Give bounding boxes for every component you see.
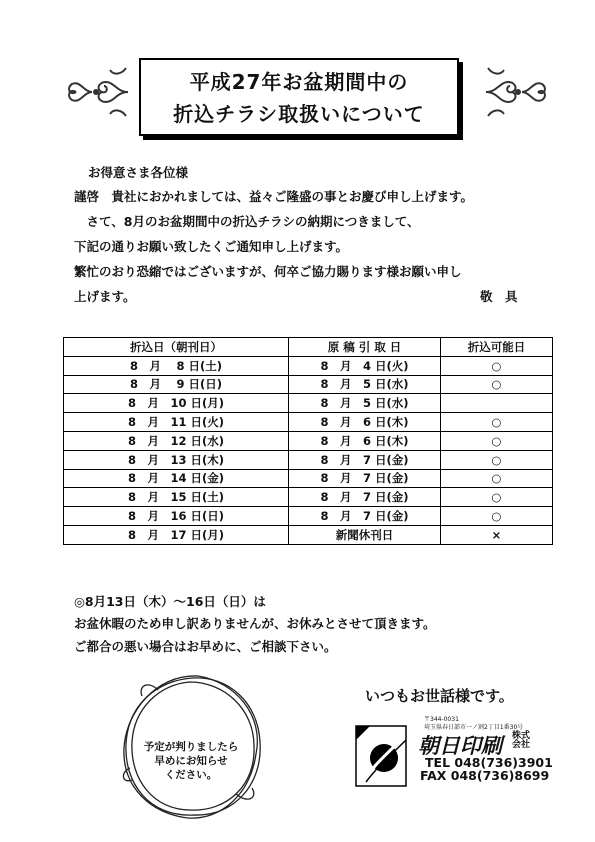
available-cell: ○ [440, 507, 552, 526]
company-suffix-bottom: 会社 [512, 740, 531, 750]
greeting-line-2: さて、8月のお盆期間中の折込チラシの納期につきまして、 [74, 214, 420, 229]
available-cell: ○ [440, 450, 552, 469]
company-tel: TEL 048(736)3901 [425, 755, 553, 770]
table-row [64, 375, 553, 394]
title-line-1: 平成27年お盆期間中の [189, 70, 409, 94]
insert-date-cell: 8 月 12 日(水) [64, 431, 289, 450]
bubble-text [136, 740, 246, 782]
insert-date-cell: 8 月 10 日(月) [64, 394, 289, 413]
table-row [64, 507, 553, 526]
company-suffix [512, 732, 530, 750]
title-box [139, 58, 459, 136]
schedule-table [63, 337, 553, 545]
header-available: 折込可能日 [440, 338, 552, 357]
pickup-date-cell: 8 月 7 日(金) [289, 507, 441, 526]
available-cell: ○ [440, 413, 552, 432]
pickup-date-cell: 8 月 5 日(水) [289, 394, 441, 413]
table-row [64, 488, 553, 507]
insert-date-cell: 8 月 8 日(土) [64, 356, 289, 375]
closing: 敬 具 [480, 289, 518, 304]
available-cell: ○ [440, 375, 552, 394]
table-header-row [64, 338, 553, 357]
available-cell: × [440, 525, 552, 544]
thanks-message: いつもお世話様です。 [365, 687, 514, 705]
available-cell [440, 394, 552, 413]
company-address: 埼玉県春日部市一ノ割2丁目1番30号 [424, 724, 524, 731]
greeting-line-3: 下記の通りお願い致したくご通知申し上げます。 [74, 239, 349, 254]
table-row [64, 525, 553, 544]
pickup-date-cell: 8 月 7 日(金) [289, 488, 441, 507]
insert-date-cell: 8 月 16 日(日) [64, 507, 289, 526]
pickup-date-cell: 8 月 5 日(水) [289, 375, 441, 394]
bubble-line-3: ください。 [164, 769, 218, 781]
insert-date-cell: 8 月 17 日(月) [64, 525, 289, 544]
available-cell: ○ [440, 356, 552, 375]
greeting-line-5: 上げます。 [74, 289, 136, 304]
pickup-date-cell: 8 月 7 日(金) [289, 469, 441, 488]
company-logo-icon [350, 722, 410, 790]
insert-date-cell: 8 月 13 日(木) [64, 450, 289, 469]
left-ornament-icon [62, 62, 132, 122]
table-row [64, 413, 553, 432]
insert-date-cell: 8 月 15 日(土) [64, 488, 289, 507]
available-cell: ○ [440, 431, 552, 450]
header-insert-date: 折込日（朝刊日） [64, 338, 289, 357]
company-name: 朝日印刷 [418, 734, 502, 758]
notice-line-1: ◎8月13日（木）～16日（日）は [74, 594, 266, 609]
notice-line-2: お盆休暇のため申し訳ありませんが、お休みとさせて頂きます。 [74, 616, 436, 631]
table-row [64, 431, 553, 450]
pickup-date-cell: 8 月 4 日(火) [289, 356, 441, 375]
pickup-date-cell: 8 月 6 日(木) [289, 431, 441, 450]
company-suffix-top: 株式 [512, 731, 531, 741]
company-fax: FAX 048(736)8699 [420, 768, 550, 783]
header-pickup-date: 原 稿 引 取 日 [289, 338, 441, 357]
addressee: お得意さま各位様 [88, 165, 189, 180]
pickup-date-cell: 8 月 7 日(金) [289, 450, 441, 469]
table-row [64, 356, 553, 375]
insert-date-cell: 8 月 14 日(金) [64, 469, 289, 488]
table-row [64, 394, 553, 413]
greeting-line-1: 謹啓 貴社におかれましては、益々ご隆盛の事とお慶び申し上げます。 [74, 189, 474, 204]
right-ornament-icon [482, 62, 552, 122]
bubble-line-1: 予定が判りましたら [143, 741, 239, 753]
notice-line-3: ご都合の悪い場合はお早めに、ご相談下さい。 [74, 639, 337, 654]
greeting-line-4: 繁忙のおり恐縮ではございますが、何卒ご協力賜ります様お願い申し [74, 264, 462, 279]
pickup-date-cell: 新聞休刊日 [289, 525, 441, 544]
available-cell: ○ [440, 469, 552, 488]
available-cell: ○ [440, 488, 552, 507]
title-line-2: 折込チラシ取扱いについて [173, 102, 425, 126]
table-row [64, 469, 553, 488]
pickup-date-cell: 8 月 6 日(木) [289, 413, 441, 432]
insert-date-cell: 8 月 9 日(日) [64, 375, 289, 394]
insert-date-cell: 8 月 11 日(火) [64, 413, 289, 432]
table-row [64, 450, 553, 469]
bubble-line-2: 早めにお知らせ [154, 755, 228, 767]
postal-code: 〒344-0031 [424, 716, 459, 723]
